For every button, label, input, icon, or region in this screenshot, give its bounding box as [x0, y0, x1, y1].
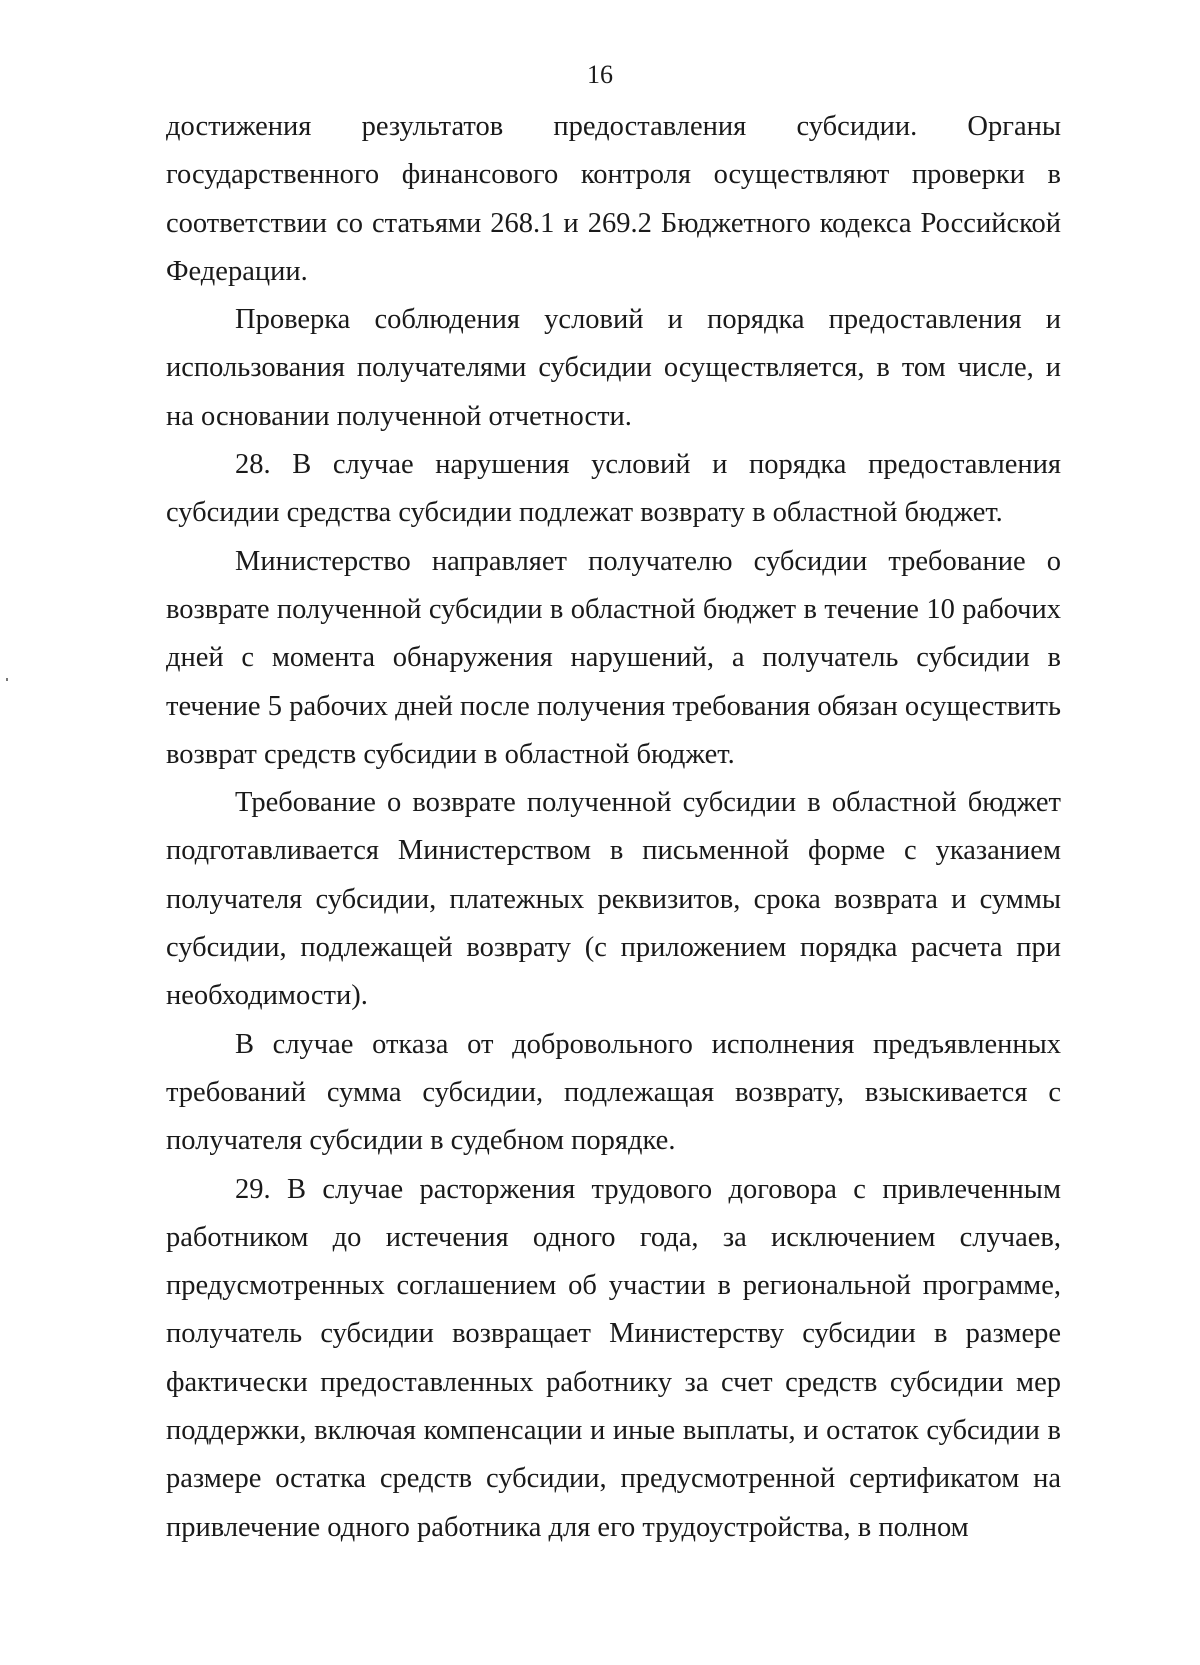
- document-body: [166, 103, 1061, 1552]
- paragraph-item-29: 29. В случае расторжения трудового договора с привлеченным работником до истечения одного года, за исключением случаев, предусмотренных соглашением об участии в региональной программе, получатель субсидии возвращает Министерству субсидии в размере фактически предоставленных работнику за счет средств субсидии мер поддержки, включая компенсации и иные выплаты, и остаток субсидии в размере остатка средств субсидии, предусмотренной сертификатом на привлечение одного работника для его трудоустройства, в полном: [166, 1173, 1061, 1543]
- paragraph-item-28: 28. В случае нарушения условий и порядка предоставления субсидии средства субсидии подлежат возврату в областной бюджет.: [166, 449, 1061, 529]
- paragraph-compliance-check: Проверка соблюдения условий и порядка предоставления и использования получателями субсидии осуществляется, в том числе, и на основании полученной отчетности.: [166, 304, 1061, 432]
- paragraph-results-control: достижения результатов предоставления субсидии. Органы государственного финансового контроля осуществляют проверки в соответствии со статьями 268.1 и 269.2 Бюджетного кодекса Российской Федерации.: [166, 111, 1061, 287]
- paragraph-court-recovery: В случае отказа от добровольного исполнения предъявленных требований сумма субсидии, подлежащая возврату, взыскивается с получателя субсидии в судебном порядке.: [166, 1028, 1061, 1157]
- paragraph-demand-content: Требование о возврате полученной субсидии в областной бюджет подготавливается Министерством в письменной форме с указанием получателя субсидии, платежных реквизитов, срока возврата и суммы субсидии, подлежащей возврату (с приложением порядка расчета при необходимости).: [166, 787, 1061, 1012]
- scan-artifact: [6, 678, 8, 681]
- page-number: 16: [587, 60, 613, 89]
- paragraph-ministry-demand: Министерство направляет получателю субсидии требование о возврате полученной субсидии в областной бюджет в течение 10 рабочих дней с момента обнаружения нарушений, а получатель субсидии в течение 5 рабочих дней после получения требования обязан осуществить возврат средств субсидии в областной бюджет.: [166, 545, 1061, 770]
